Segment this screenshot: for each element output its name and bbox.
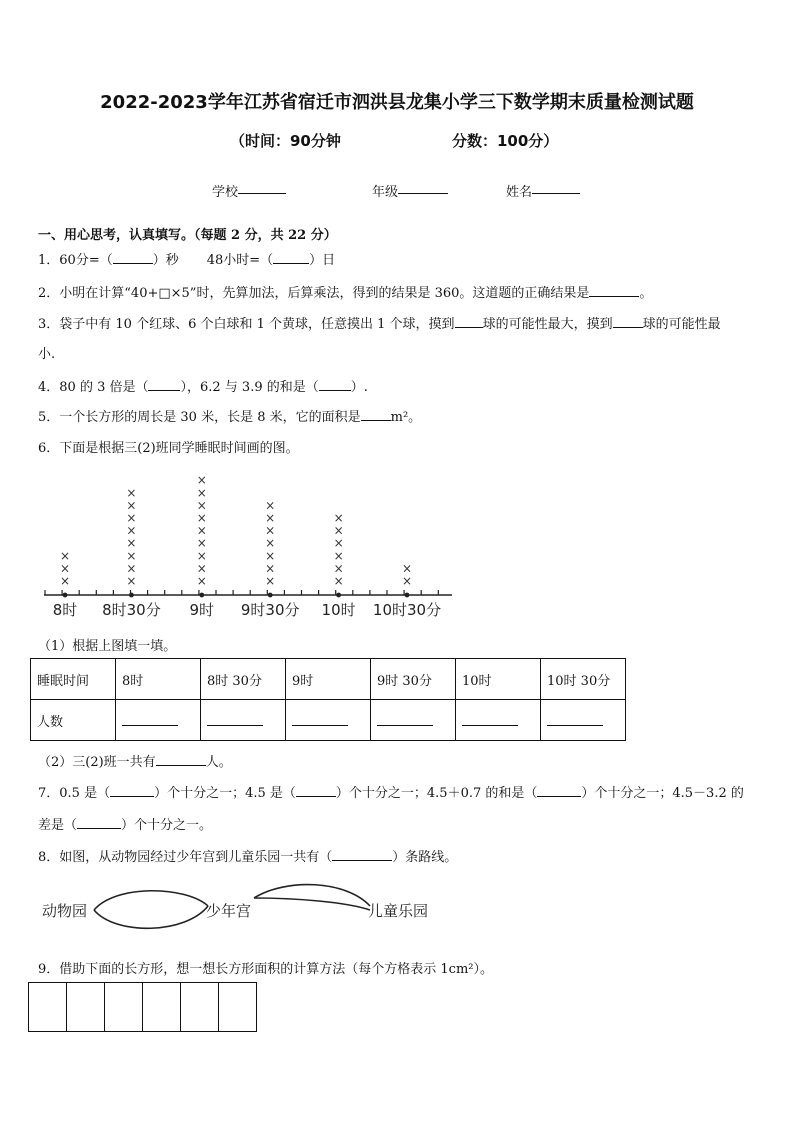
dot-marker: × [265,561,276,576]
answer-cell[interactable] [201,700,286,741]
answer-cell[interactable] [456,700,541,741]
dot-marker: × [401,561,413,576]
axis-point [405,593,410,598]
grid-cell [104,982,143,1032]
table-row [31,700,626,741]
tick-label: 10时 [321,601,356,619]
table-header-cell: 睡眠时间 [31,659,116,700]
grid-cell [66,982,105,1032]
grid-cell [142,982,181,1032]
sleep-table [30,658,626,741]
question-7: 7．0.5 是（ ）个十分之一；4.5 是（ ）个十分之一；4.5＋0.7 的和是（ ）个十分之一；4.5－3.2 的 [38,786,744,801]
dot-marker: × [196,561,207,576]
tick-label: 10时30分 [372,601,442,619]
dot-marker: × [196,523,207,538]
dot-marker: × [59,561,71,576]
score-label: 分数：100分） [452,132,559,150]
dot-marker: × [196,536,207,551]
palace-label: 少年宫 [206,902,252,920]
question-8: 8．如图，从动物园经过少年宫到儿童乐园一共有（ ）条路线。 [38,850,458,865]
answer-cell[interactable] [541,700,626,741]
dot-marker: × [265,511,276,525]
sleep-time-dot-plot [30,462,470,622]
zoo-label: 动物园 [42,902,88,920]
question-6-sub1: （1）根据上图填一填。 [38,639,177,654]
time-cell: 8时 30分 [201,659,286,700]
question-9: 9．借助下面的长方形，想一想长方形面积的计算方法（每个方格表示 1cm²）。 [38,962,493,977]
axis-point [129,593,134,598]
time-cell: 10时 30分 [541,659,626,700]
answer-cell[interactable] [116,700,201,741]
dot-marker: × [126,561,137,576]
table-row [31,659,626,700]
question-1: 1．60分=（ ）秒 48小时=（ ）日 [38,253,336,268]
dot-marker: × [401,574,413,588]
question-3-line2: 小. [38,347,56,362]
time-cell: 8时 [116,659,201,700]
time-cell: 9时 30分 [371,659,456,700]
question-4: 4．80 的 3 倍是（ ），6.2 与 3.9 的和是（ ）. [38,380,368,395]
question-6-sub2: （2）三(2)班一共有 人。 [38,755,232,770]
tick-label: 8时 [52,601,78,619]
dot-marker: × [126,511,137,525]
dot-marker: × [196,485,207,500]
name-field: 姓名 [506,181,532,200]
axis-point [63,593,68,598]
axis-point [268,593,273,598]
dot-marker: × [333,511,344,525]
dot-marker: × [126,548,137,563]
grid-cell [28,982,67,1032]
time-label: （时间：90分钟 [230,132,341,150]
dot-marker: × [59,548,71,563]
axis-point [199,593,204,598]
dot-marker: × [126,574,137,588]
dot-marker: × [265,523,276,538]
dot-marker: × [59,574,71,588]
dot-marker: × [265,498,276,513]
rectangle-grid [29,982,257,1030]
dot-marker: × [196,473,207,488]
tick-label: 9时30分 [240,601,300,619]
page-title: 2022-2023学年江苏省宿迁市泗洪县龙集小学三下数学期末质量检测试题 [100,92,694,113]
question-3: 3．袋子中有 10 个红球、6 个白球和 1 个黄球，任意摸出 1 个球，摸到 球的可能性最大，摸到 球的可能性最 [38,317,721,332]
dot-marker: × [126,536,137,551]
section-heading: 一、用心思考，认真填写。（每题 2 分，共 22 分） [38,228,337,243]
dot-marker: × [333,536,344,551]
question-2: 2．小明在计算“40+□×5”时，先算加法，后算乘法，得到的结果是 360。这道题的正确结果是 。 [38,286,653,301]
route-line [94,906,208,928]
route-line [94,891,208,910]
dot-marker: × [126,523,137,538]
grid-cell [218,982,257,1032]
dot-marker: × [333,523,344,538]
grade-field: 年级 [372,181,398,200]
dot-marker: × [196,498,207,513]
route-line [254,885,370,906]
time-cell: 9时 [286,659,371,700]
dot-marker: × [126,485,137,500]
park-label: 儿童乐园 [368,902,429,920]
question-5: 5．一个长方形的周长是 30 米，长是 8 米，它的面积是 m²。 [38,410,422,425]
dot-marker: × [126,498,137,513]
question-7-line2: 差是（ ）个十分之一。 [38,818,213,833]
dot-marker: × [333,561,344,576]
dot-marker: × [196,511,207,525]
route-diagram [36,876,456,940]
question-6: 6．下面是根据三(2)班同学睡眠时间画的图。 [38,441,299,456]
route-line [254,898,370,910]
dot-marker: × [333,574,344,588]
dot-marker: × [196,574,207,588]
dot-marker: × [196,548,207,563]
dot-marker: × [265,536,276,551]
time-cell: 10时 [456,659,541,700]
answer-cell[interactable] [286,700,371,741]
school-field: 学校 [212,181,238,200]
answer-cell[interactable] [371,700,456,741]
dot-marker: × [265,548,276,563]
axis-point [336,593,341,598]
dot-marker: × [333,548,344,563]
tick-label: 9时 [189,601,215,619]
dot-marker: × [265,574,276,588]
table-header-cell: 人数 [31,700,116,741]
tick-label: 8时30分 [102,601,161,619]
grid-cell [180,982,219,1032]
